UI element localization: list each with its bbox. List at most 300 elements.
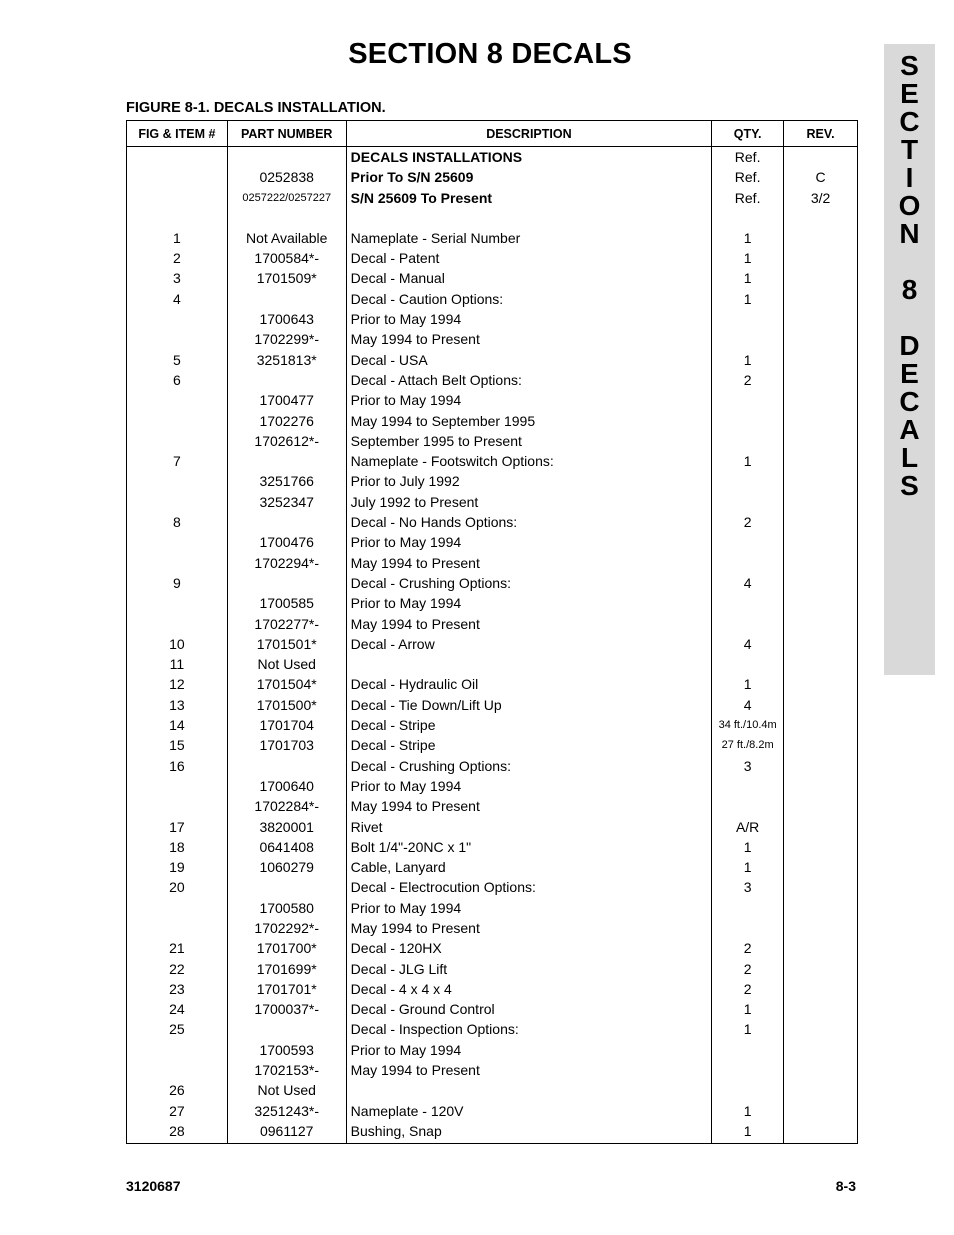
table-row [127,268,858,288]
item-cell: 27 [127,1101,228,1121]
description-cell: Nameplate - Serial Number [346,228,711,248]
part-number-cell [227,289,346,309]
part-number-cell: 1700640 [227,776,346,796]
rev-cell [784,532,858,552]
part-number-cell: 1700585 [227,593,346,613]
table-row [127,959,858,979]
description-cell: May 1994 to Present [346,1060,711,1080]
item-cell [127,329,228,349]
qty-cell: 4 [712,573,784,593]
qty-cell [712,898,784,918]
header-part-number: PART NUMBER [227,121,346,147]
table-row [127,390,858,410]
rev-cell [784,553,858,573]
tab-letter: O [898,190,921,221]
qty-cell [712,390,784,410]
part-number-cell: 1700037*- [227,999,346,1019]
qty-cell [712,411,784,431]
parts-table [126,120,858,1144]
part-number-cell: 1701703 [227,735,346,755]
document-number: 3120687 [126,1178,181,1194]
table-row [127,350,858,370]
description-cell: Decal - Arrow [346,634,711,654]
part-number-cell [227,370,346,390]
rev-cell [784,370,858,390]
item-cell: 9 [127,573,228,593]
description-cell: Decal - Patent [346,248,711,268]
spacer-row [127,208,858,228]
item-cell [127,1060,228,1080]
item-cell [127,593,228,613]
item-cell: 6 [127,370,228,390]
part-number-cell: 1700584*- [227,248,346,268]
tab-letter: 8 [901,274,918,305]
tab-letter: T [900,134,919,165]
item-cell [127,1040,228,1060]
rev-cell [784,959,858,979]
rev-cell [784,756,858,776]
description-cell: Decal - Caution Options: [346,289,711,309]
qty-cell: 2 [712,512,784,532]
qty-cell: 2 [712,979,784,999]
item-cell [127,553,228,573]
description-cell: Prior to May 1994 [346,593,711,613]
description-cell: Nameplate - Footswitch Options: [346,451,711,471]
rev-cell [784,309,858,329]
tab-letter: C [899,106,920,137]
rev-cell [784,147,858,168]
table-row [127,999,858,1019]
part-number-cell: 1702276 [227,411,346,431]
tab-letter: S [900,50,919,81]
description-cell: Bushing, Snap [346,1121,711,1144]
figure-title: FIGURE 8-1. DECALS INSTALLATION. [126,100,386,116]
rev-cell [784,817,858,837]
part-number-cell: Not Available [227,228,346,248]
qty-cell [712,776,784,796]
part-number-cell [227,512,346,532]
rev-cell [784,573,858,593]
qty-cell: 1 [712,451,784,471]
section-tab [884,44,935,675]
table-row [127,898,858,918]
rev-cell [784,877,858,897]
description-cell: May 1994 to Present [346,614,711,634]
item-cell: 15 [127,735,228,755]
qty-cell: 4 [712,695,784,715]
item-cell: 26 [127,1080,228,1100]
rev-cell [784,715,858,735]
table-row [127,593,858,613]
rev-cell [784,1060,858,1080]
table-row [127,431,858,451]
qty-cell: 2 [712,959,784,979]
rev-cell [784,289,858,309]
description-cell: DECALS INSTALLATIONS [346,147,711,168]
rev-cell [784,431,858,451]
part-number-cell: 1702612*- [227,431,346,451]
qty-cell: 1 [712,999,784,1019]
part-number-cell: 1701699* [227,959,346,979]
qty-cell [712,553,784,573]
description-cell: Decal - Electrocution Options: [346,877,711,897]
item-cell: 12 [127,674,228,694]
tab-letter: I [905,162,914,193]
description-cell: Decal - Stripe [346,715,711,735]
part-number-cell: 1700476 [227,532,346,552]
part-number-cell: 1702153*- [227,1060,346,1080]
item-cell [127,918,228,938]
rev-cell [784,695,858,715]
rev-cell [784,1121,858,1144]
description-cell: September 1995 to Present [346,431,711,451]
description-cell: Decal - USA [346,350,711,370]
qty-cell: 1 [712,228,784,248]
part-number-cell: 1700643 [227,309,346,329]
rev-cell: C [784,167,858,187]
description-cell: May 1994 to September 1995 [346,411,711,431]
item-cell: 22 [127,959,228,979]
rev-cell [784,390,858,410]
rev-cell [784,350,858,370]
part-number-cell: 3251243*- [227,1101,346,1121]
rev-cell [784,857,858,877]
description-cell: Prior to May 1994 [346,532,711,552]
qty-cell: 1 [712,1101,784,1121]
table-row [127,228,858,248]
rev-cell [784,614,858,634]
page-number: 8-3 [835,1178,856,1194]
rev-cell [784,471,858,491]
qty-cell: 1 [712,674,784,694]
qty-cell: 1 [712,857,784,877]
tab-letter: A [899,414,920,445]
item-cell [127,431,228,451]
item-cell: 2 [127,248,228,268]
rev-cell [784,1101,858,1121]
table-row [127,188,858,208]
item-cell [127,309,228,329]
description-cell: Prior to May 1994 [346,390,711,410]
rev-cell [784,1080,858,1100]
description-cell: Bolt 1/4"-20NC x 1" [346,837,711,857]
description-cell: Decal - Crushing Options: [346,756,711,776]
part-number-cell: 1701509* [227,268,346,288]
table-row [127,837,858,857]
qty-cell [712,1040,784,1060]
part-number-cell: 3252347 [227,492,346,512]
item-cell [127,147,228,168]
item-cell: 4 [127,289,228,309]
tab-letter [884,248,935,276]
table-row [127,735,858,755]
qty-cell [712,309,784,329]
table-row [127,817,858,837]
item-cell [127,471,228,491]
part-number-cell [227,877,346,897]
description-cell [346,1080,711,1100]
section-tab-letters [884,52,935,500]
rev-cell [784,329,858,349]
rev-cell [784,512,858,532]
qty-cell: 1 [712,1121,784,1144]
item-cell: 5 [127,350,228,370]
rev-cell [784,654,858,674]
item-cell [127,614,228,634]
table-row [127,553,858,573]
rev-cell [784,918,858,938]
qty-cell: 1 [712,837,784,857]
qty-cell: 3 [712,756,784,776]
qty-cell [712,796,784,816]
description-cell: July 1992 to Present [346,492,711,512]
table-row [127,1040,858,1060]
item-cell [127,167,228,187]
part-number-cell: 1702294*- [227,553,346,573]
part-number-cell [227,573,346,593]
part-number-cell: 0257222/0257227 [227,188,346,208]
item-cell: 1 [127,228,228,248]
part-number-cell: 1701700* [227,938,346,958]
header-rev: REV. [784,121,858,147]
description-cell: Decal - Stripe [346,735,711,755]
part-number-cell: 3251766 [227,471,346,491]
tab-letter: D [899,330,920,361]
qty-cell: 1 [712,289,784,309]
table-row [127,857,858,877]
tab-letter: C [899,386,920,417]
part-number-cell: 1702277*- [227,614,346,634]
item-cell: 21 [127,938,228,958]
item-cell: 17 [127,817,228,837]
item-cell [127,188,228,208]
header-description: DESCRIPTION [346,121,711,147]
table-row [127,614,858,634]
table-row [127,979,858,999]
description-cell: Decal - No Hands Options: [346,512,711,532]
table-body [127,147,858,1144]
table-row [127,451,858,471]
part-number-cell [227,147,346,168]
item-cell [127,411,228,431]
part-number-cell: 0961127 [227,1121,346,1144]
qty-cell [712,1060,784,1080]
description-cell: Prior to May 1994 [346,898,711,918]
table-row [127,329,858,349]
item-cell: 19 [127,857,228,877]
qty-cell [712,654,784,674]
qty-cell [712,492,784,512]
rev-cell [784,268,858,288]
tab-letter: E [900,358,919,389]
rev-cell [784,1040,858,1060]
tab-letter: E [900,78,919,109]
table-row [127,634,858,654]
item-cell [127,532,228,552]
rev-cell: 3/2 [784,188,858,208]
item-cell [127,898,228,918]
description-cell: Prior to May 1994 [346,776,711,796]
item-cell: 24 [127,999,228,1019]
item-cell: 14 [127,715,228,735]
table-row [127,715,858,735]
description-cell: Decal - Hydraulic Oil [346,674,711,694]
table-row [127,167,858,187]
item-cell: 10 [127,634,228,654]
qty-cell [712,532,784,552]
part-number-cell: 1700477 [227,390,346,410]
qty-cell: 2 [712,370,784,390]
tab-letter: S [900,470,919,501]
description-cell: May 1994 to Present [346,329,711,349]
table-row [127,512,858,532]
description-cell: Decal - Attach Belt Options: [346,370,711,390]
qty-cell [712,329,784,349]
item-cell [127,796,228,816]
part-number-cell [227,1019,346,1039]
part-number-cell: Not Used [227,1080,346,1100]
part-number-cell: 1700580 [227,898,346,918]
description-cell: Decal - Manual [346,268,711,288]
table-row [127,573,858,593]
qty-cell [712,208,784,228]
part-number-cell: 1701504* [227,674,346,694]
table-row [127,918,858,938]
rev-cell [784,735,858,755]
table-row [127,1019,858,1039]
table-row [127,289,858,309]
header-item: FIG & ITEM # [127,121,228,147]
rev-cell [784,999,858,1019]
table-row [127,309,858,329]
table-row [127,147,858,168]
tab-letter [884,304,935,332]
description-cell: Decal - Tie Down/Lift Up [346,695,711,715]
description-cell: Decal - 4 x 4 x 4 [346,979,711,999]
part-number-cell: 3820001 [227,817,346,837]
item-cell [127,492,228,512]
rev-cell [784,898,858,918]
qty-cell: 27 ft./8.2m [712,735,784,755]
rev-cell [784,938,858,958]
item-cell: 20 [127,877,228,897]
qty-cell: 34 ft./10.4m [712,715,784,735]
qty-cell [712,593,784,613]
part-number-cell [227,208,346,228]
part-number-cell: 1701701* [227,979,346,999]
part-number-cell: 0252838 [227,167,346,187]
description-cell: Nameplate - 120V [346,1101,711,1121]
description-cell: Rivet [346,817,711,837]
qty-cell: Ref. [712,147,784,168]
qty-cell [712,1080,784,1100]
rev-cell [784,492,858,512]
item-cell: 16 [127,756,228,776]
description-cell: Prior to July 1992 [346,471,711,491]
qty-cell: 4 [712,634,784,654]
qty-cell: 1 [712,248,784,268]
table-row [127,654,858,674]
item-cell [127,208,228,228]
rev-cell [784,248,858,268]
rev-cell [784,411,858,431]
description-cell: May 1994 to Present [346,796,711,816]
table-row [127,938,858,958]
table-row [127,1121,858,1144]
tab-letter: L [900,442,919,473]
table-row [127,532,858,552]
item-cell: 18 [127,837,228,857]
description-cell: Decal - Crushing Options: [346,573,711,593]
description-cell: Decal - JLG Lift [346,959,711,979]
description-cell: Decal - Ground Control [346,999,711,1019]
item-cell: 7 [127,451,228,471]
description-cell: Prior to May 1994 [346,1040,711,1060]
description-cell: May 1994 to Present [346,918,711,938]
rev-cell [784,451,858,471]
qty-cell: 3 [712,877,784,897]
qty-cell [712,918,784,938]
rev-cell [784,228,858,248]
item-cell: 23 [127,979,228,999]
part-number-cell: 0641408 [227,837,346,857]
rev-cell [784,593,858,613]
item-cell: 25 [127,1019,228,1039]
table-row [127,1101,858,1121]
rev-cell [784,979,858,999]
table-row [127,370,858,390]
part-number-cell: 1701501* [227,634,346,654]
description-cell: Decal - 120HX [346,938,711,958]
part-number-cell: 1701704 [227,715,346,735]
part-number-cell: 1702284*- [227,796,346,816]
description-cell [346,654,711,674]
item-cell [127,776,228,796]
table-row [127,756,858,776]
item-cell: 13 [127,695,228,715]
description-cell: S/N 25609 To Present [346,188,711,208]
description-cell: May 1994 to Present [346,553,711,573]
table-row [127,695,858,715]
item-cell: 11 [127,654,228,674]
item-cell: 3 [127,268,228,288]
part-number-cell: 3251813* [227,350,346,370]
section-title: SECTION 8 DECALS [348,38,632,70]
qty-cell: Ref. [712,188,784,208]
rev-cell [784,837,858,857]
qty-cell: 1 [712,350,784,370]
qty-cell: Ref. [712,167,784,187]
part-number-cell: Not Used [227,654,346,674]
part-number-cell [227,451,346,471]
table-row [127,411,858,431]
rev-cell [784,674,858,694]
table-row [127,776,858,796]
qty-cell [712,471,784,491]
qty-cell [712,431,784,451]
part-number-cell: 1701500* [227,695,346,715]
description-cell: Cable, Lanyard [346,857,711,877]
table-row [127,471,858,491]
part-number-cell [227,756,346,776]
rev-cell [784,208,858,228]
part-number-cell: 1700593 [227,1040,346,1060]
table-row [127,492,858,512]
description-cell: Decal - Inspection Options: [346,1019,711,1039]
rev-cell [784,796,858,816]
part-number-cell: 1702299*- [227,329,346,349]
qty-cell: A/R [712,817,784,837]
